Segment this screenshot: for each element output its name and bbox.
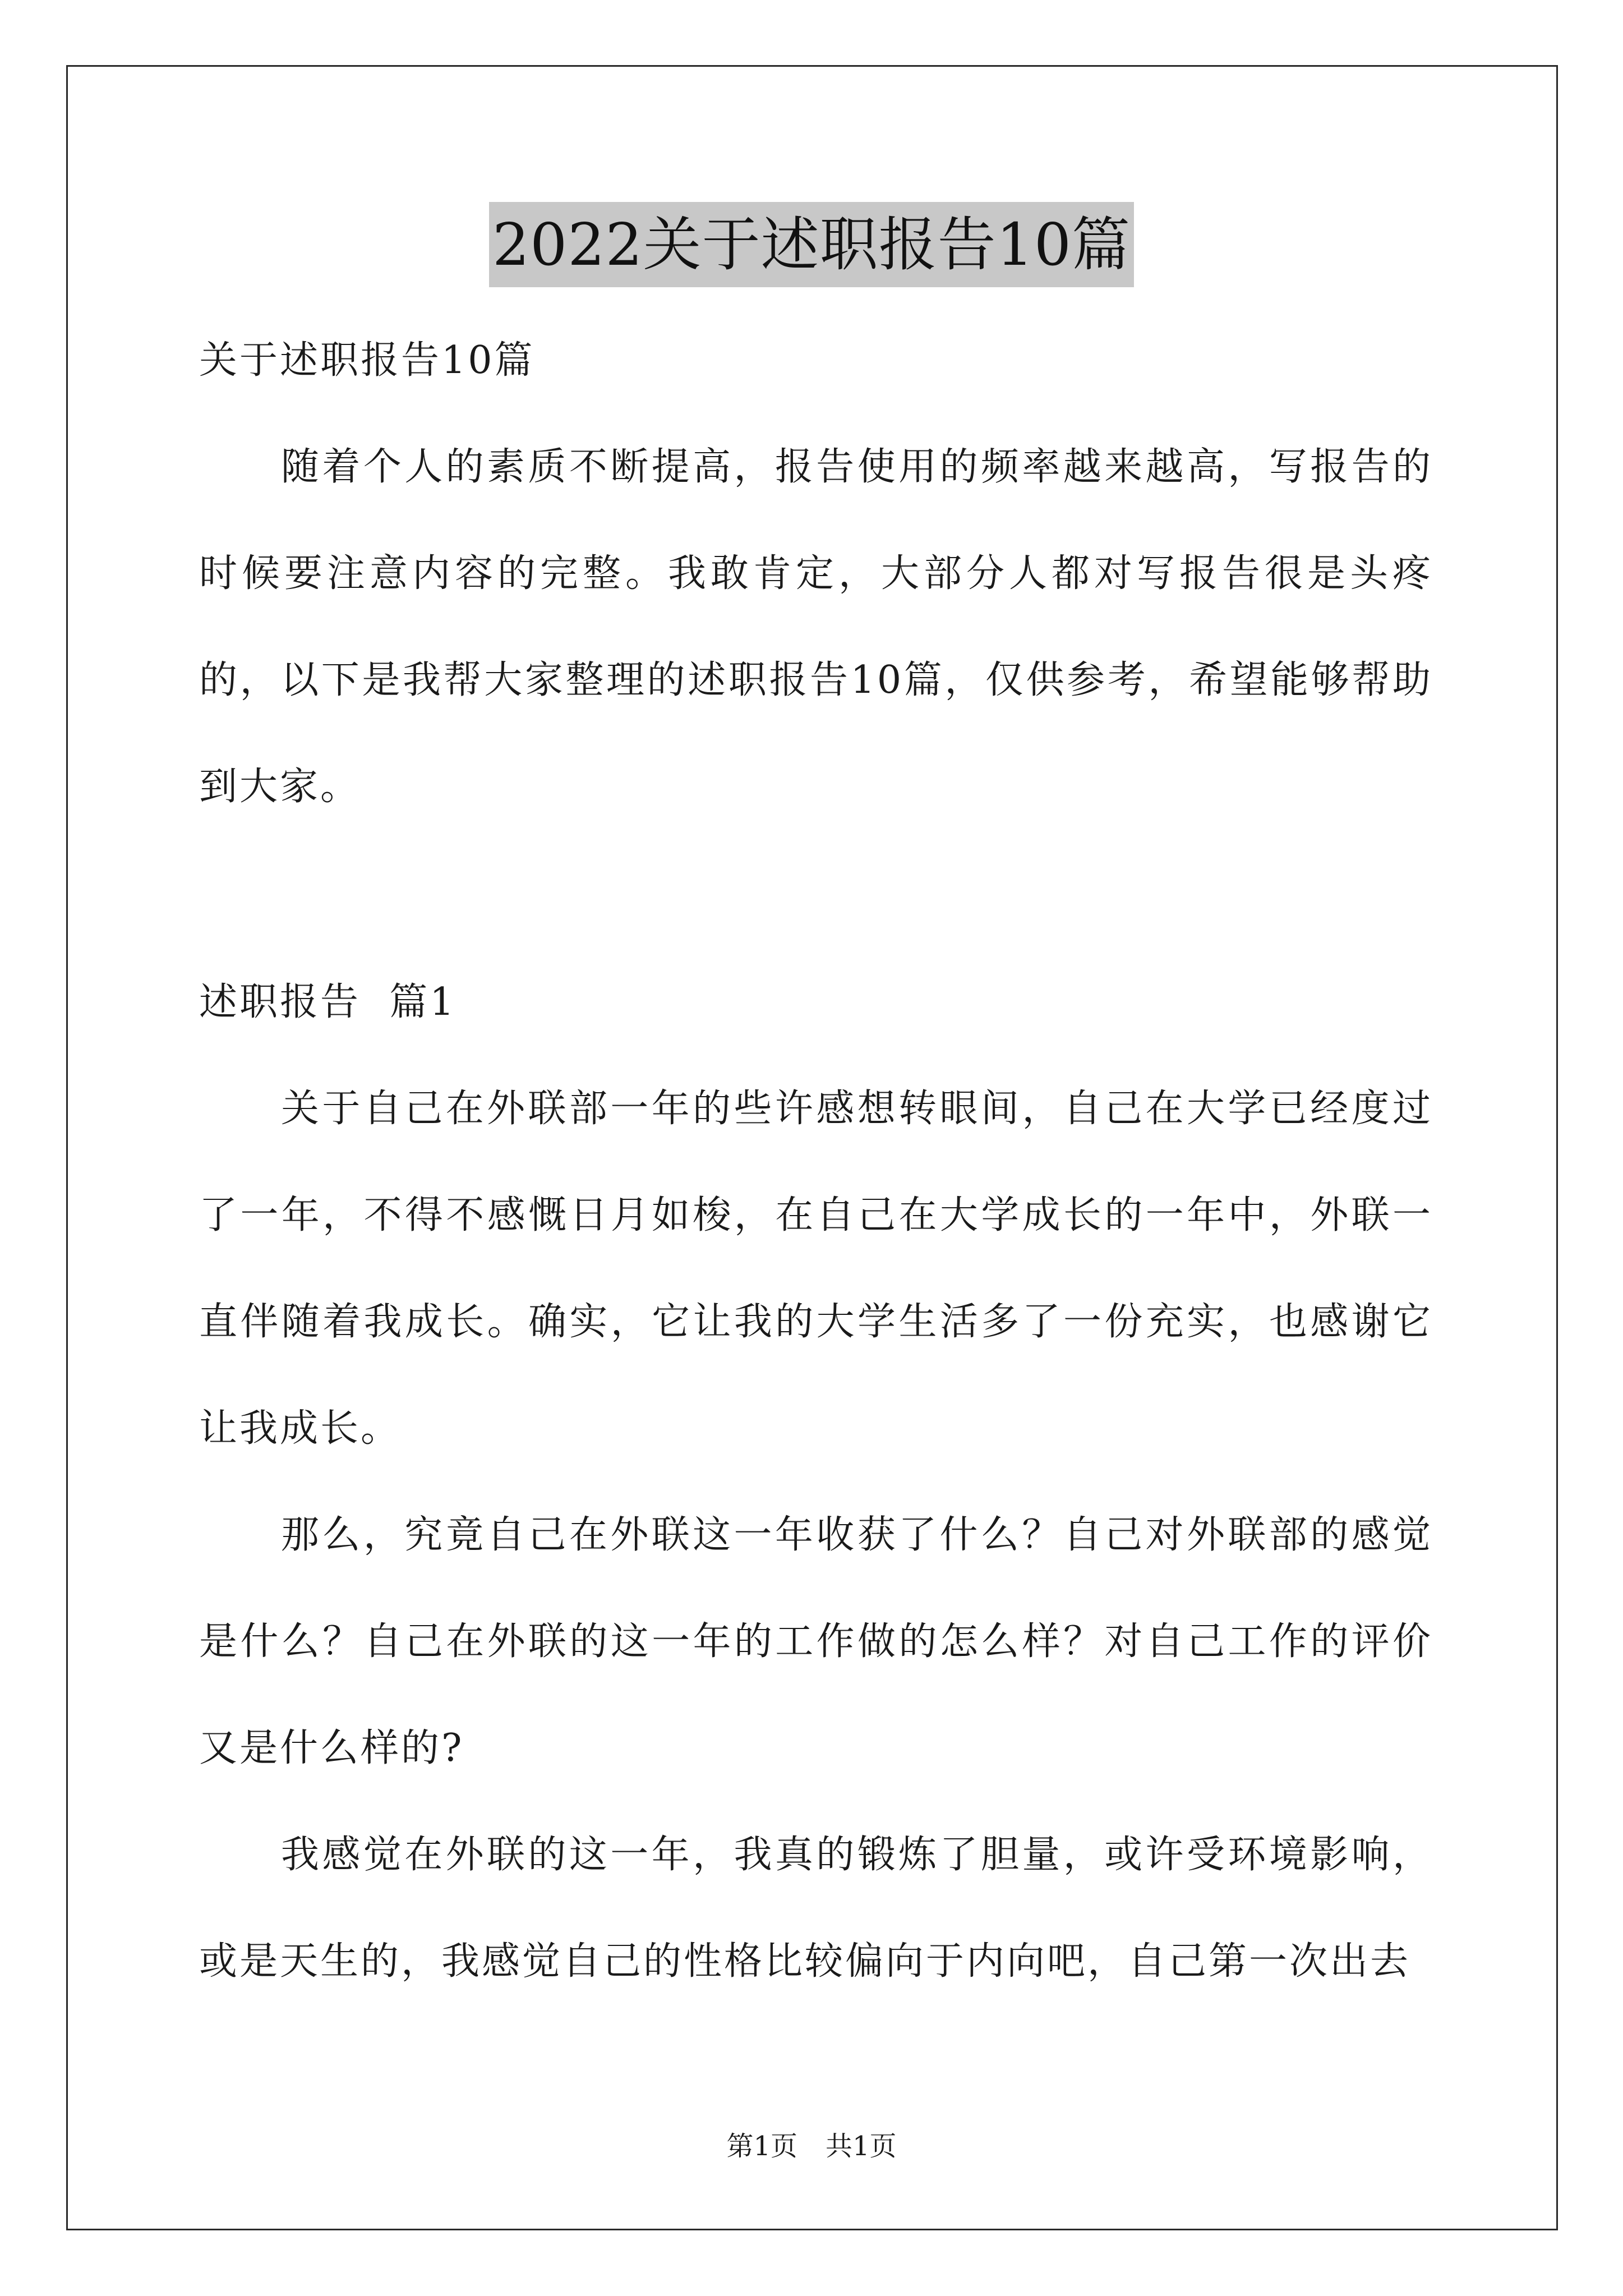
body-paragraph: 我感觉在外联的这一年，我真的锻炼了胆量，或许受环境影响，或是天生的，我感觉自己的性格比较偏向于内向吧，自己第一次出去 xyxy=(199,1833,1433,1984)
section-heading: 述职报告 篇1 xyxy=(199,980,457,1024)
intro-paragraph: 随着个人的素质不断提高，报告使用的频率越来越高，写报告的时候要注意内容的完整。我敢肯定，大部分人都对写报告很是头疼的，以下是我帮大家整理的述职报告10篇，仅供参考，希望能够帮助到大家。 xyxy=(199,445,1433,809)
document-title: 2022关于述职报告10篇 xyxy=(489,202,1134,287)
document-body xyxy=(199,307,1433,2015)
page-number-current: 第1页 xyxy=(726,2131,797,2162)
page-footer xyxy=(0,2129,1623,2163)
title-wrap xyxy=(0,202,1623,287)
body-paragraph: 关于自己在外联部一年的些许感想转眼间，自己在大学已经度过了一年，不得不感慨日月如梭，在自己在大学成长的一年中，外联一直伴随着我成长。确实，它让我的大学生活多了一份充实，也感谢它让我成长。 xyxy=(199,1087,1433,1451)
document-subtitle: 关于述职报告10篇 xyxy=(199,338,535,383)
page-number-total: 共1页 xyxy=(826,2131,897,2162)
body-paragraph: 那么，究竟自己在外联这一年收获了什么？自己对外联部的感觉是什么？自己在外联的这一年的工作做的怎么样？对自己工作的评价又是什么样的? xyxy=(199,1513,1433,1770)
section-gap xyxy=(199,840,1433,949)
